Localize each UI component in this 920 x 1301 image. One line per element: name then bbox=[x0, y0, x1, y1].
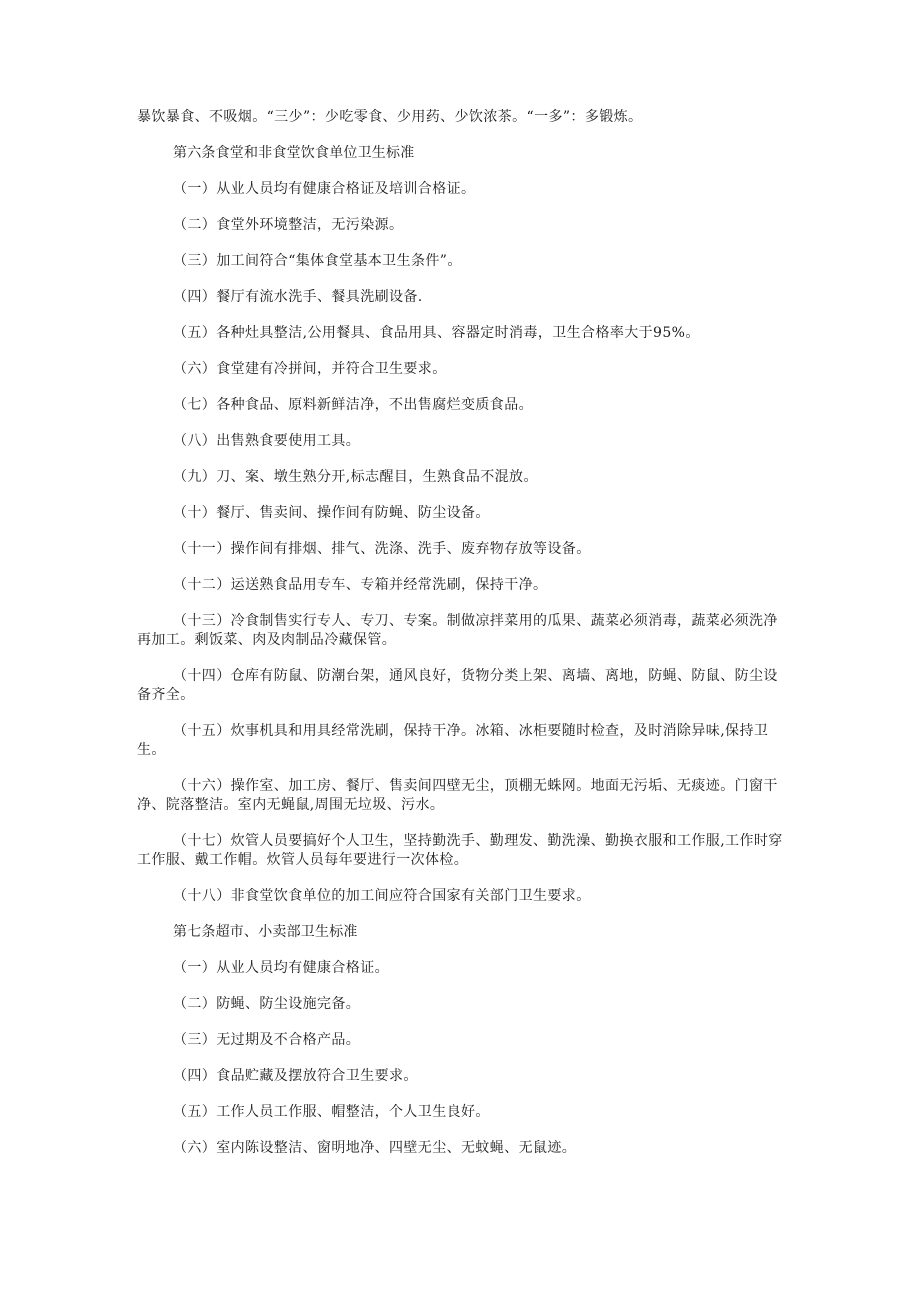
article6-title: 第六条食堂和非食堂饮食单位卫生标准 bbox=[173, 145, 415, 161]
article6-item-5: （五）各种灶具整洁,公用餐具、食品用具、容器定时消毒，卫生合格率大于95%。 bbox=[173, 325, 700, 341]
intro-line: 暴饮暴食、不吸烟。“三少”：少吃零食、少用药、少饮浓茶。“一多”：多锻炼。 bbox=[137, 109, 643, 125]
document-page bbox=[137, 108, 785, 1158]
article7-item-6: （六）室内陈设整洁、窗明地净、四壁无尘、无蚊蝇、无鼠迹。 bbox=[173, 1140, 577, 1156]
article7-item-5: （五）工作人员工作服、帽整洁，个人卫生良好。 bbox=[173, 1104, 490, 1120]
article6-item-16: （十六）操作室、加工房、餐厅、售卖间四壁无尘，顶棚无蛛网。地面无污垢、无痰迹。门窗干净、院落整洁。室内无蝇鼠,周围无垃圾、污水。 bbox=[137, 778, 778, 813]
article7-item-4: （四）食品贮藏及摆放符合卫生要求。 bbox=[173, 1068, 418, 1084]
article7-item-3: （三）无过期及不合格产品。 bbox=[173, 1032, 361, 1048]
article6-item-9: （九）刀、案、墩生熟分开,标志醒目，生熟食品不混放。 bbox=[173, 469, 538, 485]
article6-item-11: （十一）操作间有排烟、排气、洗涤、洗手、废弃物存放等设备。 bbox=[173, 541, 591, 557]
article7-title: 第七条超市、小卖部卫生标准 bbox=[173, 924, 358, 940]
article6-item-6: （六）食堂建有冷拼间，并符合卫生要求。 bbox=[173, 361, 447, 377]
article6-item-10: （十）餐厅、售卖间、操作间有防蝇、防尘设备。 bbox=[173, 505, 490, 521]
article6-item-1: （一）从业人员均有健康合格证及培训合格证。 bbox=[173, 181, 476, 197]
article7-item-1: （一）从业人员均有健康合格证。 bbox=[173, 960, 389, 976]
article6-item-7: （七）各种食品、原料新鲜洁净，不出售腐烂变质食品。 bbox=[173, 397, 533, 413]
article6-item-2: （二）食堂外环境整洁，无污染源。 bbox=[173, 217, 404, 233]
article6-item-12: （十二）运送熟食品用专车、专箱并经常洗刷，保持干净。 bbox=[173, 577, 548, 593]
article6-item-8: （八）出售熟食要使用工具。 bbox=[173, 433, 361, 449]
article6-item-17: （十七）炊管人员要搞好个人卫生，坚持勤洗手、勤理发、勤洗澡、勤换衣服和工作服,工作时穿工作服、戴工作帽。炊管人员每年要进行一次体检。 bbox=[137, 833, 783, 868]
article6-item-3: （三）加工间符合“集体食堂基本卫生条件”。 bbox=[173, 253, 462, 269]
article7-item-2: （二）防蝇、防尘设施完备。 bbox=[173, 996, 361, 1012]
article6-item-13: （十三）冷食制售实行专人、专刀、专案。制做凉拌菜用的瓜果、蔬菜必须消毒，蔬菜必须洗净再加工。剩饭菜、肉及肉制品冷藏保管。 bbox=[137, 613, 778, 648]
article6-item-14: （十四）仓库有防鼠、防潮台架，通风良好，货物分类上架、离墙、离地，防蝇、防鼠、防尘设备齐全。 bbox=[137, 668, 778, 703]
article6-item-15: （十五）炊事机具和用具经常洗刷，保持干净。冰箱、冰柜要随时检查，及时消除异味,保持卫生。 bbox=[137, 723, 769, 758]
article6-item-4: （四）餐厅有流水洗手、餐具洗刷设备. bbox=[173, 289, 423, 305]
article6-item-18: （十八）非食堂饮食单位的加工间应符合国家有关部门卫生要求。 bbox=[173, 888, 591, 904]
